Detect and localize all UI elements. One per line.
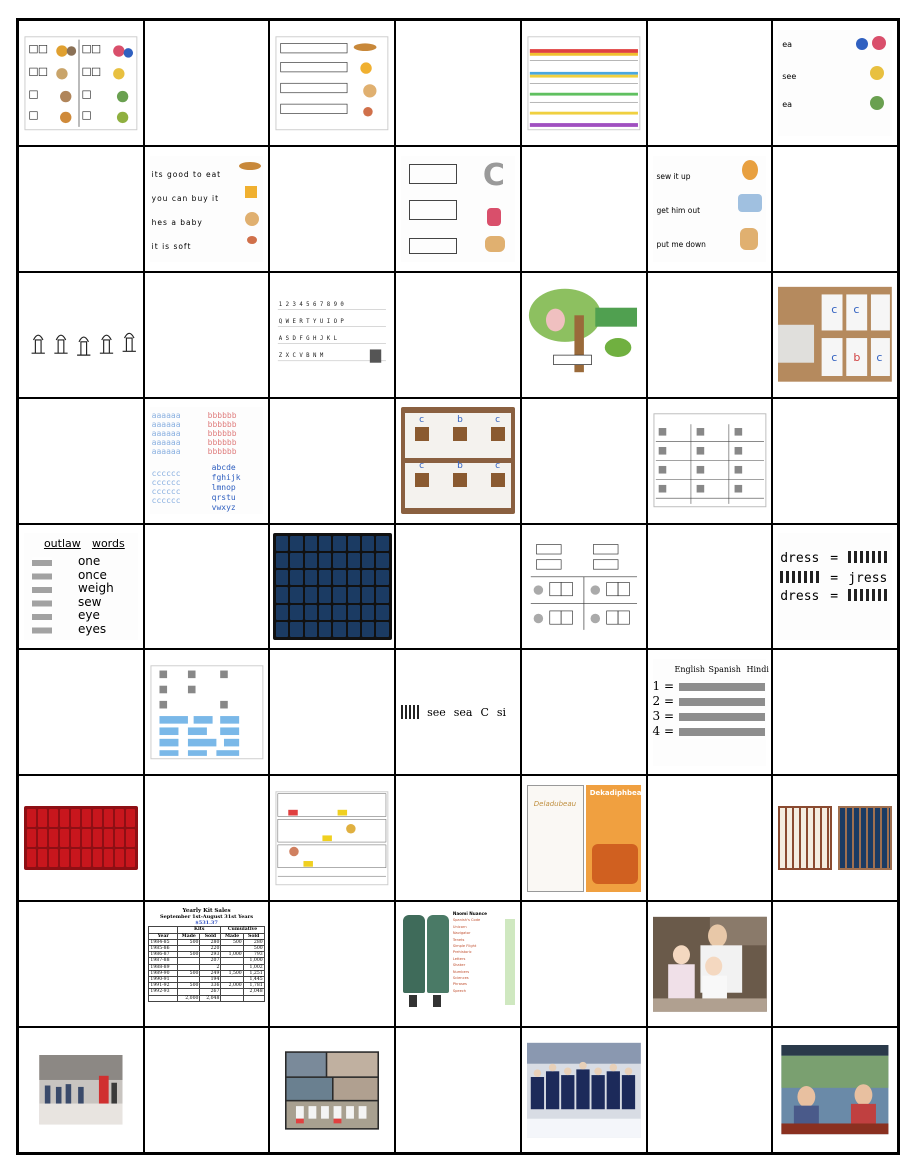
value-cell: 1,000 [221, 952, 243, 958]
cell-r3c6 [647, 272, 773, 398]
menu-title: Naomi Nuance [452, 910, 487, 916]
outlaw-word: weigh [77, 581, 114, 596]
cell-r9c3[interactable] [269, 1027, 395, 1153]
sound-word: C [480, 705, 489, 719]
equation-sign: = [830, 589, 839, 605]
card-letter: c [853, 302, 860, 316]
value-cell: 500 [243, 946, 264, 952]
language-header: Spanish [708, 665, 741, 675]
column-header: Sold [243, 933, 264, 939]
menu-item[interactable]: Shaker [452, 963, 466, 968]
cell-r5c1[interactable] [18, 524, 144, 650]
cell-r6c6[interactable] [647, 649, 773, 775]
cell-r3c4 [395, 272, 521, 398]
year-cell: 1992-93 [149, 989, 178, 995]
cell-r9c1[interactable] [18, 1027, 144, 1153]
cell-r5c3[interactable] [269, 524, 395, 650]
alphabet-line: abcde [211, 463, 236, 473]
sentence-label: it is soft [151, 241, 192, 251]
cell-r2c2[interactable] [144, 146, 270, 272]
robes-and-menu-thumbnail [401, 911, 515, 1018]
value-cell: 207 [200, 958, 221, 964]
year-cell: 1985-86 [149, 946, 178, 952]
cell-r1c5[interactable] [521, 20, 647, 146]
alphabet-line: qrstu [211, 493, 236, 503]
value-cell: 500 [178, 970, 200, 976]
cell-r9c4 [395, 1027, 521, 1153]
value-cell: 2 [200, 964, 221, 970]
board-letter: b [457, 415, 463, 426]
color-coded-chart-thumbnail [527, 30, 641, 137]
cell-r6c2[interactable] [144, 649, 270, 775]
board-letter: c [419, 415, 425, 426]
value-cell: 249 [200, 970, 221, 976]
family-photo-thumbnail [653, 911, 767, 1018]
outlaw-word: sew [77, 594, 102, 609]
cell-r9c2 [144, 1027, 270, 1153]
hockey-team-photo-thumbnail [527, 1037, 641, 1144]
language-header: English [674, 665, 706, 675]
year-cell: 1990-91 [149, 977, 178, 983]
menu-item[interactable]: Phrases [452, 982, 467, 987]
year-cell: 1988-89 [149, 964, 178, 970]
cell-r1c6 [647, 20, 773, 146]
value-cell: 1,251 [243, 970, 264, 976]
menu-item[interactable]: Spanish's Code [452, 918, 481, 923]
photo-collage-thumbnail [285, 1031, 379, 1150]
phonics-sheet-thumbnail [778, 30, 892, 137]
value-cell: 1,002 [243, 964, 264, 970]
equation-word: dress [780, 589, 820, 605]
cell-r4c1 [18, 398, 144, 524]
word-label: see [782, 71, 797, 81]
kit-sales-table [148, 926, 264, 1001]
table-title: Yearly Kit Sales [182, 908, 231, 915]
equation-word: jress [848, 571, 888, 587]
cell-r4c2[interactable] [144, 398, 270, 524]
sentence-label: you can buy it [151, 193, 220, 203]
cell-r7c3[interactable] [269, 775, 395, 901]
cell-r8c5 [521, 901, 647, 1027]
value-cell: 500 [178, 952, 200, 958]
card-letter: b [853, 350, 861, 364]
cell-r4c3 [269, 398, 395, 524]
outlaw-words-thumbnail [24, 533, 138, 640]
phonics-sheet-thumbnail [24, 30, 138, 137]
value-cell: 500 [178, 939, 200, 945]
cell-r6c5 [521, 649, 647, 775]
outlaw-word: eye [77, 608, 100, 623]
matching-worksheet-thumbnail [527, 533, 641, 640]
menu-item[interactable]: Tenets [452, 937, 465, 942]
hand-shapes-thumbnail [24, 281, 138, 388]
word-label: ea [782, 99, 793, 109]
keyboard-sheet-thumbnail [275, 281, 389, 388]
alphabet-line: fghijk [211, 473, 241, 483]
outlaw-word: once [77, 567, 107, 582]
kit-rows [149, 939, 264, 995]
phonics-sheet-thumbnail [275, 30, 389, 137]
value-cell: 500 [178, 983, 200, 989]
outlaw-title: outlaw [43, 537, 81, 551]
cell-r5c2 [144, 524, 270, 650]
cell-r9c5[interactable] [521, 1027, 647, 1153]
menu-item[interactable]: Sciences [452, 975, 469, 980]
cell-r7c7[interactable] [772, 775, 898, 901]
picture-chart-thumbnail [275, 785, 389, 892]
tile-trays-photo-thumbnail [778, 785, 892, 892]
letter-board-photo-thumbnail [401, 407, 515, 514]
cell-r9c6 [647, 1027, 773, 1153]
cell-r8c4[interactable] [395, 901, 521, 1027]
cell-r3c3[interactable] [269, 272, 395, 398]
cell-r5c5[interactable] [521, 524, 647, 650]
cell-r2c1 [18, 146, 144, 272]
total-sold: 2,048 [200, 995, 221, 1001]
cell-r4c5 [521, 398, 647, 524]
svg-text:1 2 3 4 5 6 7 8 9 0: 1 2 3 4 5 6 7 8 9 0 [279, 302, 345, 309]
cell-r5c6 [647, 524, 773, 650]
book-title: Dekadiphbeau [589, 789, 647, 797]
year-cell: 1989-90 [149, 970, 178, 976]
value-cell: 336 [200, 983, 221, 989]
letter-cards-photo-thumbnail [778, 281, 892, 388]
board-letter: b [457, 461, 463, 472]
value-cell: 1,500 [221, 970, 243, 976]
language-header: Hindi [746, 665, 769, 675]
outlaw-word: one [77, 554, 101, 569]
table-subtitle: September 1st-August 31st Years [159, 914, 254, 921]
alphabet-line: lmnop [211, 483, 236, 493]
alphabet-line: vwxyz [211, 503, 236, 513]
value-cell: 280 [243, 939, 264, 945]
cell-r9c7[interactable] [772, 1027, 898, 1153]
cell-r3c7[interactable] [772, 272, 898, 398]
value-cell: 2,000 [221, 983, 243, 989]
cell-r6c7 [772, 649, 898, 775]
book-title: Deladubeau [533, 800, 577, 808]
cell-r2c3 [269, 146, 395, 272]
value-cell: 1,445 [243, 977, 264, 983]
cell-r2c7 [772, 146, 898, 272]
svg-text:A S D F G H J K L: A S D F G H J K L [279, 336, 338, 343]
cell-r8c6[interactable] [647, 901, 773, 1027]
cell-r4c6[interactable] [647, 398, 773, 524]
cell-r7c2 [144, 775, 270, 901]
menu-item[interactable]: Letters [452, 956, 466, 961]
value-cell: 220 [200, 946, 221, 952]
sentence-label: put me down [656, 239, 706, 249]
svg-text:Z X C V B N M: Z X C V B N M [279, 353, 324, 360]
book-covers-thumbnail [527, 785, 647, 892]
column-header: Made [178, 933, 200, 939]
value-cell: 194 [200, 977, 221, 983]
card-letter: c [831, 302, 838, 316]
cell-r6c4[interactable] [395, 649, 521, 775]
cell-r1c3[interactable] [269, 20, 395, 146]
red-tile-tray-photo-thumbnail [24, 806, 138, 870]
value-cell: 267 [200, 989, 221, 995]
amusement-ride-photo-thumbnail [778, 1045, 892, 1134]
menu-item[interactable]: Unicorn [452, 924, 467, 929]
table-amount: $531.37 [195, 920, 218, 927]
yearly-kit-sales-table [148, 908, 264, 1020]
cell-r6c1 [18, 649, 144, 775]
outlaw-word: eyes [77, 621, 107, 636]
sentence-label: sew it up [656, 171, 691, 181]
value-cell: 1,781 [243, 983, 264, 989]
cell-r8c7 [772, 901, 898, 1027]
letter-sheet-thumbnail [401, 156, 515, 263]
total-made: 2,000 [178, 995, 200, 1001]
dress-equation-thumbnail [778, 533, 892, 640]
cell-r4c7 [772, 398, 898, 524]
cell-r5c4 [395, 524, 521, 650]
cell-r6c3 [269, 649, 395, 775]
letter-practice-thumbnail: aaaaaa aaaaaa aaaaaa aaaaaa aaaaaa bbbbbb bbbbbb bbbbbb bbbbbb bbbbbb cccccc cccccc cccccc cccccc abcde fghijk lmnop qrstu vwxyz [150, 407, 264, 514]
board-letter: c [495, 461, 501, 472]
menu-item[interactable]: Speech [452, 988, 467, 993]
cell-r5c7[interactable] [772, 524, 898, 650]
row-number: 4 = [652, 724, 675, 739]
cell-r1c4 [395, 20, 521, 146]
cell-r7c1[interactable] [18, 775, 144, 901]
card-letter: c [831, 350, 838, 364]
cell-r8c1 [18, 901, 144, 1027]
menu-item[interactable]: Numbers [452, 969, 470, 974]
cell-r2c5 [521, 146, 647, 272]
column-header: Year [149, 933, 178, 939]
card-letter: c [876, 350, 883, 364]
sound-word: sea [453, 705, 473, 719]
language-chart-thumbnail [653, 659, 767, 766]
column-header: Sold [200, 933, 221, 939]
cell-r8c2[interactable] [144, 901, 270, 1027]
cell-r3c5[interactable] [521, 272, 647, 398]
word-label: ea [782, 39, 793, 49]
menu-item[interactable]: Prehistoric [452, 950, 472, 955]
sound-word: see [427, 705, 446, 719]
big-letter: C [482, 157, 505, 193]
row-number: 2 = [652, 694, 675, 709]
year-cell: 1986-87 [149, 952, 178, 958]
worksheet-grid-thumbnail [653, 407, 767, 514]
board-letter: c [495, 415, 501, 426]
cell-r7c6 [647, 775, 773, 901]
cell-r1c2 [144, 20, 270, 146]
sentence-sheet-thumbnail [653, 156, 767, 263]
board-letter: c [419, 461, 425, 472]
blue-tile-tray-photo-thumbnail [273, 533, 392, 640]
cell-r3c2 [144, 272, 270, 398]
thumbnail-grid [16, 18, 900, 1155]
cell-r1c7[interactable] [772, 20, 898, 146]
cell-r7c4 [395, 775, 521, 901]
value-cell: 280 [200, 939, 221, 945]
cell-r1c1[interactable] [18, 20, 144, 146]
skating-kids-photo-thumbnail [24, 1055, 138, 1124]
cell-r7c5[interactable] [521, 775, 647, 901]
year-cell: 1991-92 [149, 983, 178, 989]
equation-word: dress [780, 551, 820, 567]
group-header: Kits [178, 927, 221, 933]
equation-sign: = [830, 551, 839, 567]
see-sea-thumbnail [401, 659, 515, 766]
row-number: 1 = [652, 679, 675, 694]
year-cell: 1984-85 [149, 939, 178, 945]
cell-r8c3 [269, 901, 395, 1027]
words-title: words [91, 537, 125, 551]
cell-r4c4[interactable] [395, 398, 521, 524]
year-cell: 1987-88 [149, 958, 178, 964]
cell-r3c1[interactable] [18, 272, 144, 398]
equation-sign: = [830, 571, 839, 587]
menu-item[interactable]: Simple Flight [452, 943, 477, 948]
value-cell: 500 [221, 939, 243, 945]
column-header: Made [221, 933, 243, 939]
svg-text:Q W E R T Y U I O P: Q W E R T Y U I O P [279, 319, 345, 326]
value-cell: 1,000 [243, 958, 264, 964]
symbol-sheet-thumbnail [150, 659, 264, 766]
row-number: 3 = [652, 709, 675, 724]
menu-item[interactable]: Navigator [452, 931, 471, 936]
sentence-sheet-thumbnail [150, 156, 264, 263]
sentence-label: hes a baby [151, 217, 203, 227]
value-cell: 2,048 [243, 989, 264, 995]
group-header: Cumulative [221, 927, 264, 933]
cell-r2c4[interactable] [395, 146, 521, 272]
sentence-label: its good to eat [151, 169, 222, 179]
sentence-label: get him out [656, 205, 701, 215]
value-cell: 293 [200, 952, 221, 958]
cell-r2c6[interactable] [647, 146, 773, 272]
sound-word: si [496, 705, 507, 719]
tree-illustration-thumbnail [527, 281, 641, 388]
value-cell: 793 [243, 952, 264, 958]
